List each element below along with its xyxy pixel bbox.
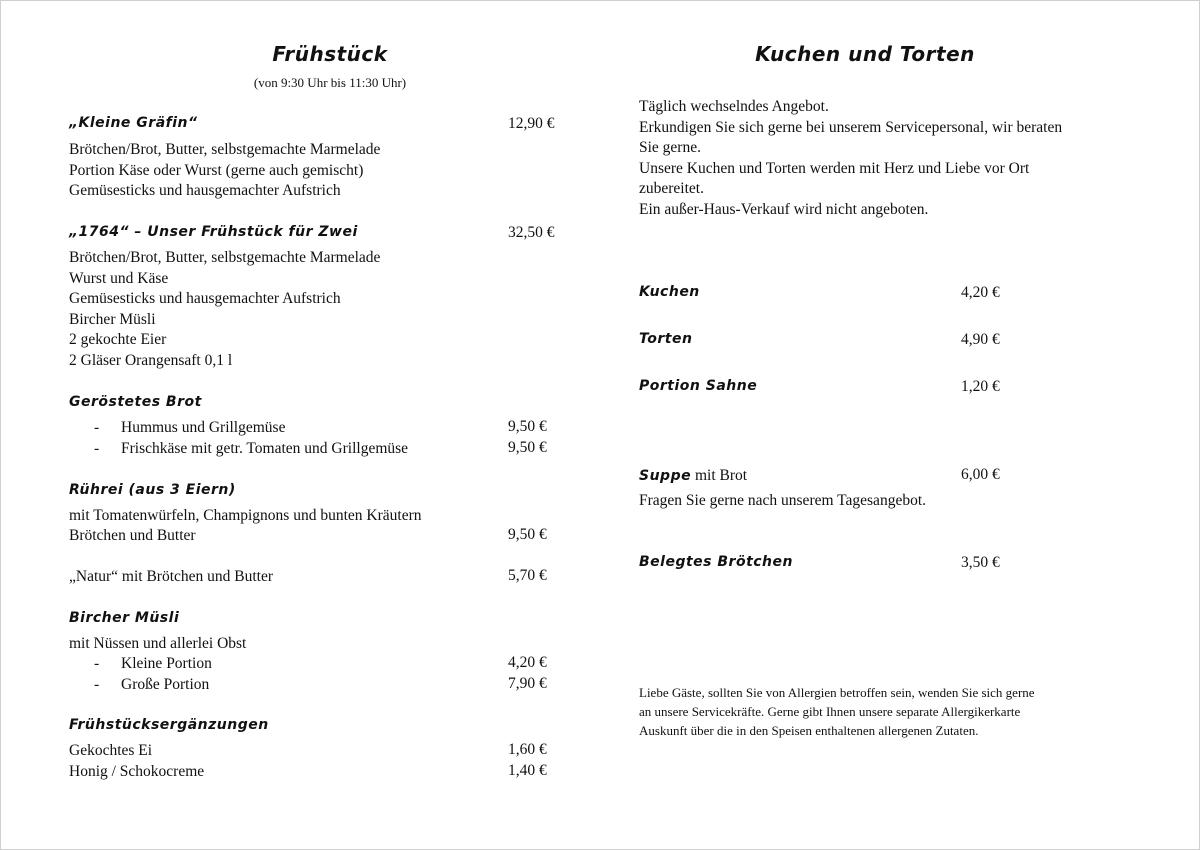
breakfast-hours: (von 9:30 Uhr bis 11:30 Uhr) xyxy=(253,75,407,90)
ergaenzung-item: Honig / Schokocreme xyxy=(69,763,205,780)
cake-title: Kuchen und Torten xyxy=(755,42,975,66)
broetchen-heading: Belegtes Brötchen xyxy=(639,554,793,570)
item-label: Kleine Portion xyxy=(121,655,212,672)
sahne-price: 1,20 € xyxy=(961,378,1000,395)
allergy-line: Auskunft über die in den Speisen enthaltenen allergenen Zutaten. xyxy=(639,723,979,738)
intro-line: Erkundigen Sie sich gerne bei unserem Servicepersonal, wir beraten xyxy=(639,118,1063,136)
bircher-item xyxy=(69,654,212,675)
item-price: 9,50 € xyxy=(508,439,547,456)
sahne-heading: Portion Sahne xyxy=(639,378,758,394)
ruehrei-heading: Rührei (aus 3 Eiern) xyxy=(69,482,236,498)
geroestetes-brot-item xyxy=(69,418,285,439)
ergaenzung-item: Gekochtes Ei xyxy=(69,742,153,759)
list-dash: - xyxy=(94,440,100,457)
fruehstueck-zwei-price: 32,50 € xyxy=(508,224,555,241)
list-dash: - xyxy=(94,676,100,693)
item-price: 7,90 € xyxy=(508,675,547,692)
item-price: 4,20 € xyxy=(508,654,547,671)
allergy-line: an unsere Servicekräfte. Gerne gibt Ihnen unsere separate Allergikerkarte xyxy=(639,704,1021,719)
item-price: 1,40 € xyxy=(508,762,547,779)
ruehrei-natur-price: 5,70 € xyxy=(508,567,547,584)
description-line: 2 Gläser Orangensaft 0,1 l xyxy=(69,351,233,369)
list-dash: - xyxy=(94,419,100,436)
suppe-note: Fragen Sie gerne nach unserem Tagesangebot. xyxy=(639,492,926,509)
intro-line: Sie gerne. xyxy=(639,139,701,157)
bircher-item xyxy=(69,675,209,696)
list-dash: - xyxy=(94,655,100,672)
item-label: Hummus und Grillgemüse xyxy=(121,419,286,436)
kleine-graefin-description xyxy=(69,140,380,202)
item-price: 9,50 € xyxy=(508,418,547,435)
suppe-suffix: mit Brot xyxy=(691,467,748,484)
intro-line: Unsere Kuchen und Torten werden mit Herz und Liebe vor Ort xyxy=(639,159,1030,177)
bircher-description: mit Nüssen und allerlei Obst xyxy=(69,635,247,652)
broetchen-price: 3,50 € xyxy=(961,554,1000,571)
kleine-graefin-heading: „Kleine Gräfin“ xyxy=(69,115,198,131)
ruehrei-price: 9,50 € xyxy=(508,526,547,543)
ruehrei-description: mit Tomatenwürfeln, Champignons und bunten Kräutern xyxy=(69,507,422,524)
cake-intro xyxy=(639,97,1062,221)
geroestetes-brot-heading: Geröstetes Brot xyxy=(69,394,202,410)
item-label: Frischkäse mit getr. Tomaten und Grillgemüse xyxy=(121,440,409,457)
description-line: Bircher Müsli xyxy=(69,310,156,328)
ruehrei-description: Brötchen und Butter xyxy=(69,527,196,544)
intro-line: Täglich wechselndes Angebot. xyxy=(639,98,829,115)
suppe-heading: Suppe xyxy=(639,468,692,484)
kleine-graefin-price: 12,90 € xyxy=(508,115,555,132)
suppe-price: 6,00 € xyxy=(961,466,1000,483)
torten-heading: Torten xyxy=(639,331,693,347)
description-line: Brötchen/Brot, Butter, selbstgemachte Marmelade xyxy=(69,249,381,266)
kuchen-heading: Kuchen xyxy=(639,284,700,300)
intro-line: zubereitet. xyxy=(639,180,704,198)
description-line: Wurst und Käse xyxy=(69,269,169,287)
description-line: Portion Käse oder Wurst (gerne auch gemischt) xyxy=(69,161,364,179)
ruehrei-natur: „Natur“ mit Brötchen und Butter xyxy=(69,568,274,585)
suppe-line xyxy=(639,466,747,487)
kuchen-price: 4,20 € xyxy=(961,284,1000,301)
description-line: Brötchen/Brot, Butter, selbstgemachte Marmelade xyxy=(69,141,381,158)
item-price: 1,60 € xyxy=(508,741,547,758)
fruehstueck-zwei-heading: „1764“ – Unser Frühstück für Zwei xyxy=(69,224,358,240)
item-label: Große Portion xyxy=(121,676,210,693)
fruehstueck-zwei-description xyxy=(69,248,380,372)
geroestetes-brot-item xyxy=(69,439,408,460)
torten-price: 4,90 € xyxy=(961,331,1000,348)
intro-line: Ein außer-Haus-Verkauf wird nicht angeboten. xyxy=(639,200,929,218)
bircher-heading: Bircher Müsli xyxy=(69,610,180,626)
allergy-line: Liebe Gäste, sollten Sie von Allergien betroffen sein, wenden Sie sich gerne xyxy=(639,685,1035,700)
breakfast-title: Frühstück xyxy=(272,42,388,66)
description-line: Gemüsesticks und hausgemachter Aufstrich xyxy=(69,290,341,308)
description-line: Gemüsesticks und hausgemachter Aufstrich xyxy=(69,182,341,200)
ergaenzungen-heading: Frühstücksergänzungen xyxy=(69,717,269,733)
description-line: 2 gekochte Eier xyxy=(69,331,167,349)
allergy-notice xyxy=(639,683,1035,740)
